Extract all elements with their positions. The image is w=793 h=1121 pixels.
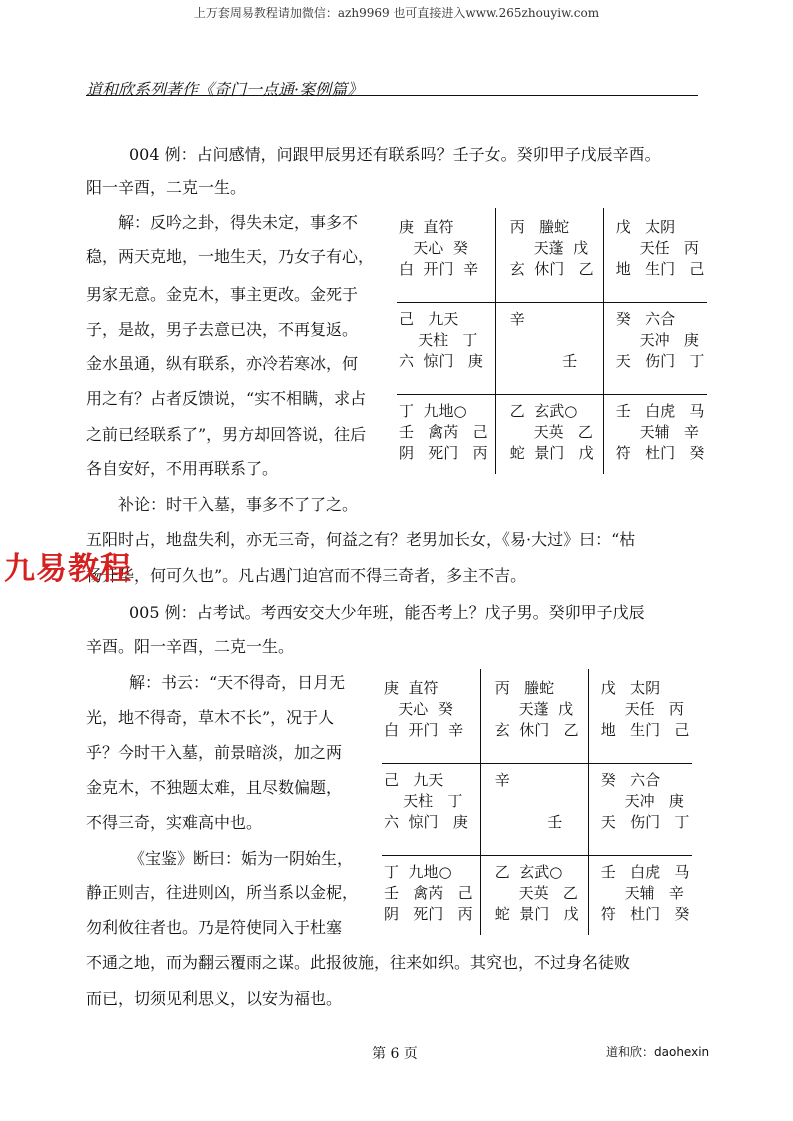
palace-line: 乙 玄武○ — [490, 863, 577, 881]
text-line-6: 子，是故，男子去意已决，不再复返。 — [86, 320, 359, 339]
palace-cell — [490, 863, 596, 949]
palace-cell — [596, 679, 702, 765]
palace-cell — [384, 771, 490, 857]
palace-line: 壬 — [505, 352, 578, 370]
palace-cell — [505, 218, 611, 304]
palace-line — [505, 331, 557, 349]
palace-line: 蛇 景门 戊 — [490, 905, 579, 923]
palace-line: 玄 休门 乙 — [505, 260, 594, 278]
palace-cell — [399, 218, 505, 304]
palace-line: 天柱 丁 — [384, 792, 463, 810]
palace-line: 癸 六合 — [596, 771, 675, 789]
watermark: 九易教程 — [4, 551, 132, 587]
palace-cell — [399, 402, 505, 488]
palace-line: 天英 乙 — [505, 423, 593, 441]
palace-line: 玄 休门 乙 — [490, 721, 579, 739]
palace-cell — [384, 863, 490, 949]
palace-line: 天蓬 戊 — [490, 700, 574, 718]
palace-cell — [490, 771, 596, 857]
palace-line: 壬 禽芮 己 — [399, 423, 488, 441]
palace-line: 阴 死门 丙 — [384, 905, 473, 923]
text-line-10: 各自安好，不用再联系了。 — [86, 459, 279, 478]
palace-line: 蛇 景门 戊 — [505, 444, 594, 462]
text-line-18: 乎？今时干入墓，前景暗淡，加之两 — [86, 743, 343, 762]
palace-cell — [505, 310, 611, 396]
text-line-15: 辛酉。阳一辛酉，二克一生。 — [86, 637, 295, 656]
text-line-24: 不通之地，而为翻云覆雨之谋。此报彼施，往来如织。其究也，不过身名徒败 — [86, 953, 631, 972]
grid-row-divider — [382, 855, 692, 856]
grid-col-divider — [603, 208, 604, 474]
palace-line: 天心 癸 — [399, 239, 473, 257]
palace-line: 庚 直符 — [399, 218, 478, 236]
page-number: 第 6 页 — [372, 1046, 418, 1062]
palace-line: 戊 太阴 — [611, 218, 690, 236]
text-line-13: 杨开华，何可久也”。凡占遇门迫宫而不得三奇者，多主不吉。 — [86, 566, 527, 585]
palace-line: 天冲 庚 — [611, 331, 699, 349]
text-line-8: 用之有？占者反馈说，“实不相瞒，求占 — [86, 389, 367, 408]
text-line-23: 勿利攸往者也。乃是符使同入于杜塞 — [86, 918, 343, 937]
text-line-2: 阳一辛酉，二克一生。 — [86, 178, 247, 197]
palace-cell — [490, 679, 596, 765]
qimen-chart-2 — [384, 675, 702, 951]
qimen-chart-1 — [399, 214, 717, 490]
text-line-5: 男家无意。金克木，事主更改。金死于 — [86, 285, 359, 304]
palace-line: 天任 丙 — [611, 239, 699, 257]
palace-line: 天柱 丁 — [399, 331, 478, 349]
palace-line: 壬 白虎 马 — [596, 863, 690, 881]
palace-line: 壬 禽芮 己 — [384, 884, 473, 902]
header-title: 道和欣系列著作《奇门一点通·案例篇》 — [86, 80, 364, 99]
palace-line: 天英 乙 — [490, 884, 578, 902]
text-line-4: 稳，两天克地，一地生天，乃女子有心， — [86, 247, 375, 266]
palace-line: 乙 玄武○ — [505, 402, 592, 420]
text-line-25: 而已，切须见利思义，以安为福也。 — [86, 989, 343, 1008]
palace-line: 符 杜门 癸 — [611, 444, 705, 462]
palace-line: 白 开门 辛 — [384, 721, 468, 739]
header-rule — [86, 95, 698, 96]
palace-line: 丙 螣蛇 — [490, 679, 569, 697]
palace-line — [490, 792, 542, 810]
grid-col-divider — [480, 669, 481, 935]
palace-cell — [596, 863, 702, 949]
palace-line: 六 惊门 庚 — [399, 352, 483, 370]
text-line-7: 金水虽通，纵有联系，亦冷若寒冰，何 — [86, 354, 359, 373]
palace-line: 天 伤门 丁 — [596, 813, 690, 831]
text-line-14: 005 例：占考试。考西安交大少年班，能否考上？戊子男。癸卯甲子戊辰 — [129, 603, 645, 622]
palace-line: 天冲 庚 — [596, 792, 684, 810]
text-line-11: 补论：时干入墓，事多不了了之。 — [118, 495, 359, 514]
palace-cell — [611, 402, 717, 488]
footer-author: 道和欣：daohexin — [606, 1045, 710, 1059]
palace-line: 戊 太阴 — [596, 679, 675, 697]
palace-line: 辛 — [505, 310, 568, 328]
palace-line: 天心 癸 — [384, 700, 458, 718]
palace-line: 己 九天 — [384, 771, 468, 789]
grid-row-divider — [382, 763, 692, 764]
grid-col-divider — [588, 669, 589, 935]
palace-line: 丁 九地○ — [399, 402, 486, 420]
palace-cell — [596, 771, 702, 857]
text-line-16: 解：书云：“天不得奇，日月无 — [129, 673, 346, 692]
palace-line: 符 杜门 癸 — [596, 905, 690, 923]
text-line-12: 五阳时占，地盘失利，亦无三奇，何益之有？老男加长女，《易·大过》曰：“枯 — [86, 530, 636, 549]
palace-line: 庚 直符 — [384, 679, 463, 697]
palace-line: 六 惊门 庚 — [384, 813, 468, 831]
palace-line: 壬 — [490, 813, 563, 831]
palace-line: 天辅 辛 — [611, 423, 699, 441]
text-line-21: 《宝鉴》断曰：姤为一阴始生， — [129, 849, 354, 868]
grid-row-divider — [397, 394, 707, 395]
palace-line: 癸 六合 — [611, 310, 690, 328]
text-line-22: 静正则吉，往进则凶，所当系以金柅， — [86, 883, 359, 902]
palace-line: 天蓬 戊 — [505, 239, 589, 257]
palace-cell — [611, 310, 717, 396]
palace-line: 丙 螣蛇 — [505, 218, 584, 236]
palace-line: 阴 死门 丙 — [399, 444, 488, 462]
text-line-19: 金克木，不独题太难，且尽数偏题， — [86, 778, 343, 797]
text-line-1: 004 例：占问感情，问跟甲辰男还有联系吗？壬子女。癸卯甲子戊辰辛酉。 — [129, 145, 661, 164]
palace-cell — [611, 218, 717, 304]
palace-line: 丁 九地○ — [384, 863, 471, 881]
palace-cell — [399, 310, 505, 396]
text-line-3: 解：反吟之卦，得失未定，事多不 — [118, 213, 359, 232]
text-line-9: 之前已经联系了”，男方却回答说，往后 — [86, 425, 367, 444]
palace-line: 己 九天 — [399, 310, 483, 328]
grid-col-divider — [495, 208, 496, 474]
palace-cell — [505, 402, 611, 488]
text-line-17: 光，地不得奇，草木不长”，况于人 — [86, 708, 335, 727]
palace-cell — [384, 679, 490, 765]
palace-line: 天辅 辛 — [596, 884, 684, 902]
palace-line: 地 生门 己 — [596, 721, 690, 739]
palace-line: 壬 白虎 马 — [611, 402, 705, 420]
palace-line: 地 生门 己 — [611, 260, 705, 278]
grid-row-divider — [397, 302, 707, 303]
top-note: 上万套周易教程请加微信：azh9969 也可直接进入www.265zhouyiw.com — [193, 6, 600, 20]
palace-line: 白 开门 辛 — [399, 260, 483, 278]
palace-line: 天任 丙 — [596, 700, 684, 718]
palace-line: 天 伤门 丁 — [611, 352, 705, 370]
text-line-20: 不得三奇，实难高中也。 — [86, 813, 263, 832]
palace-line: 辛 — [490, 771, 553, 789]
